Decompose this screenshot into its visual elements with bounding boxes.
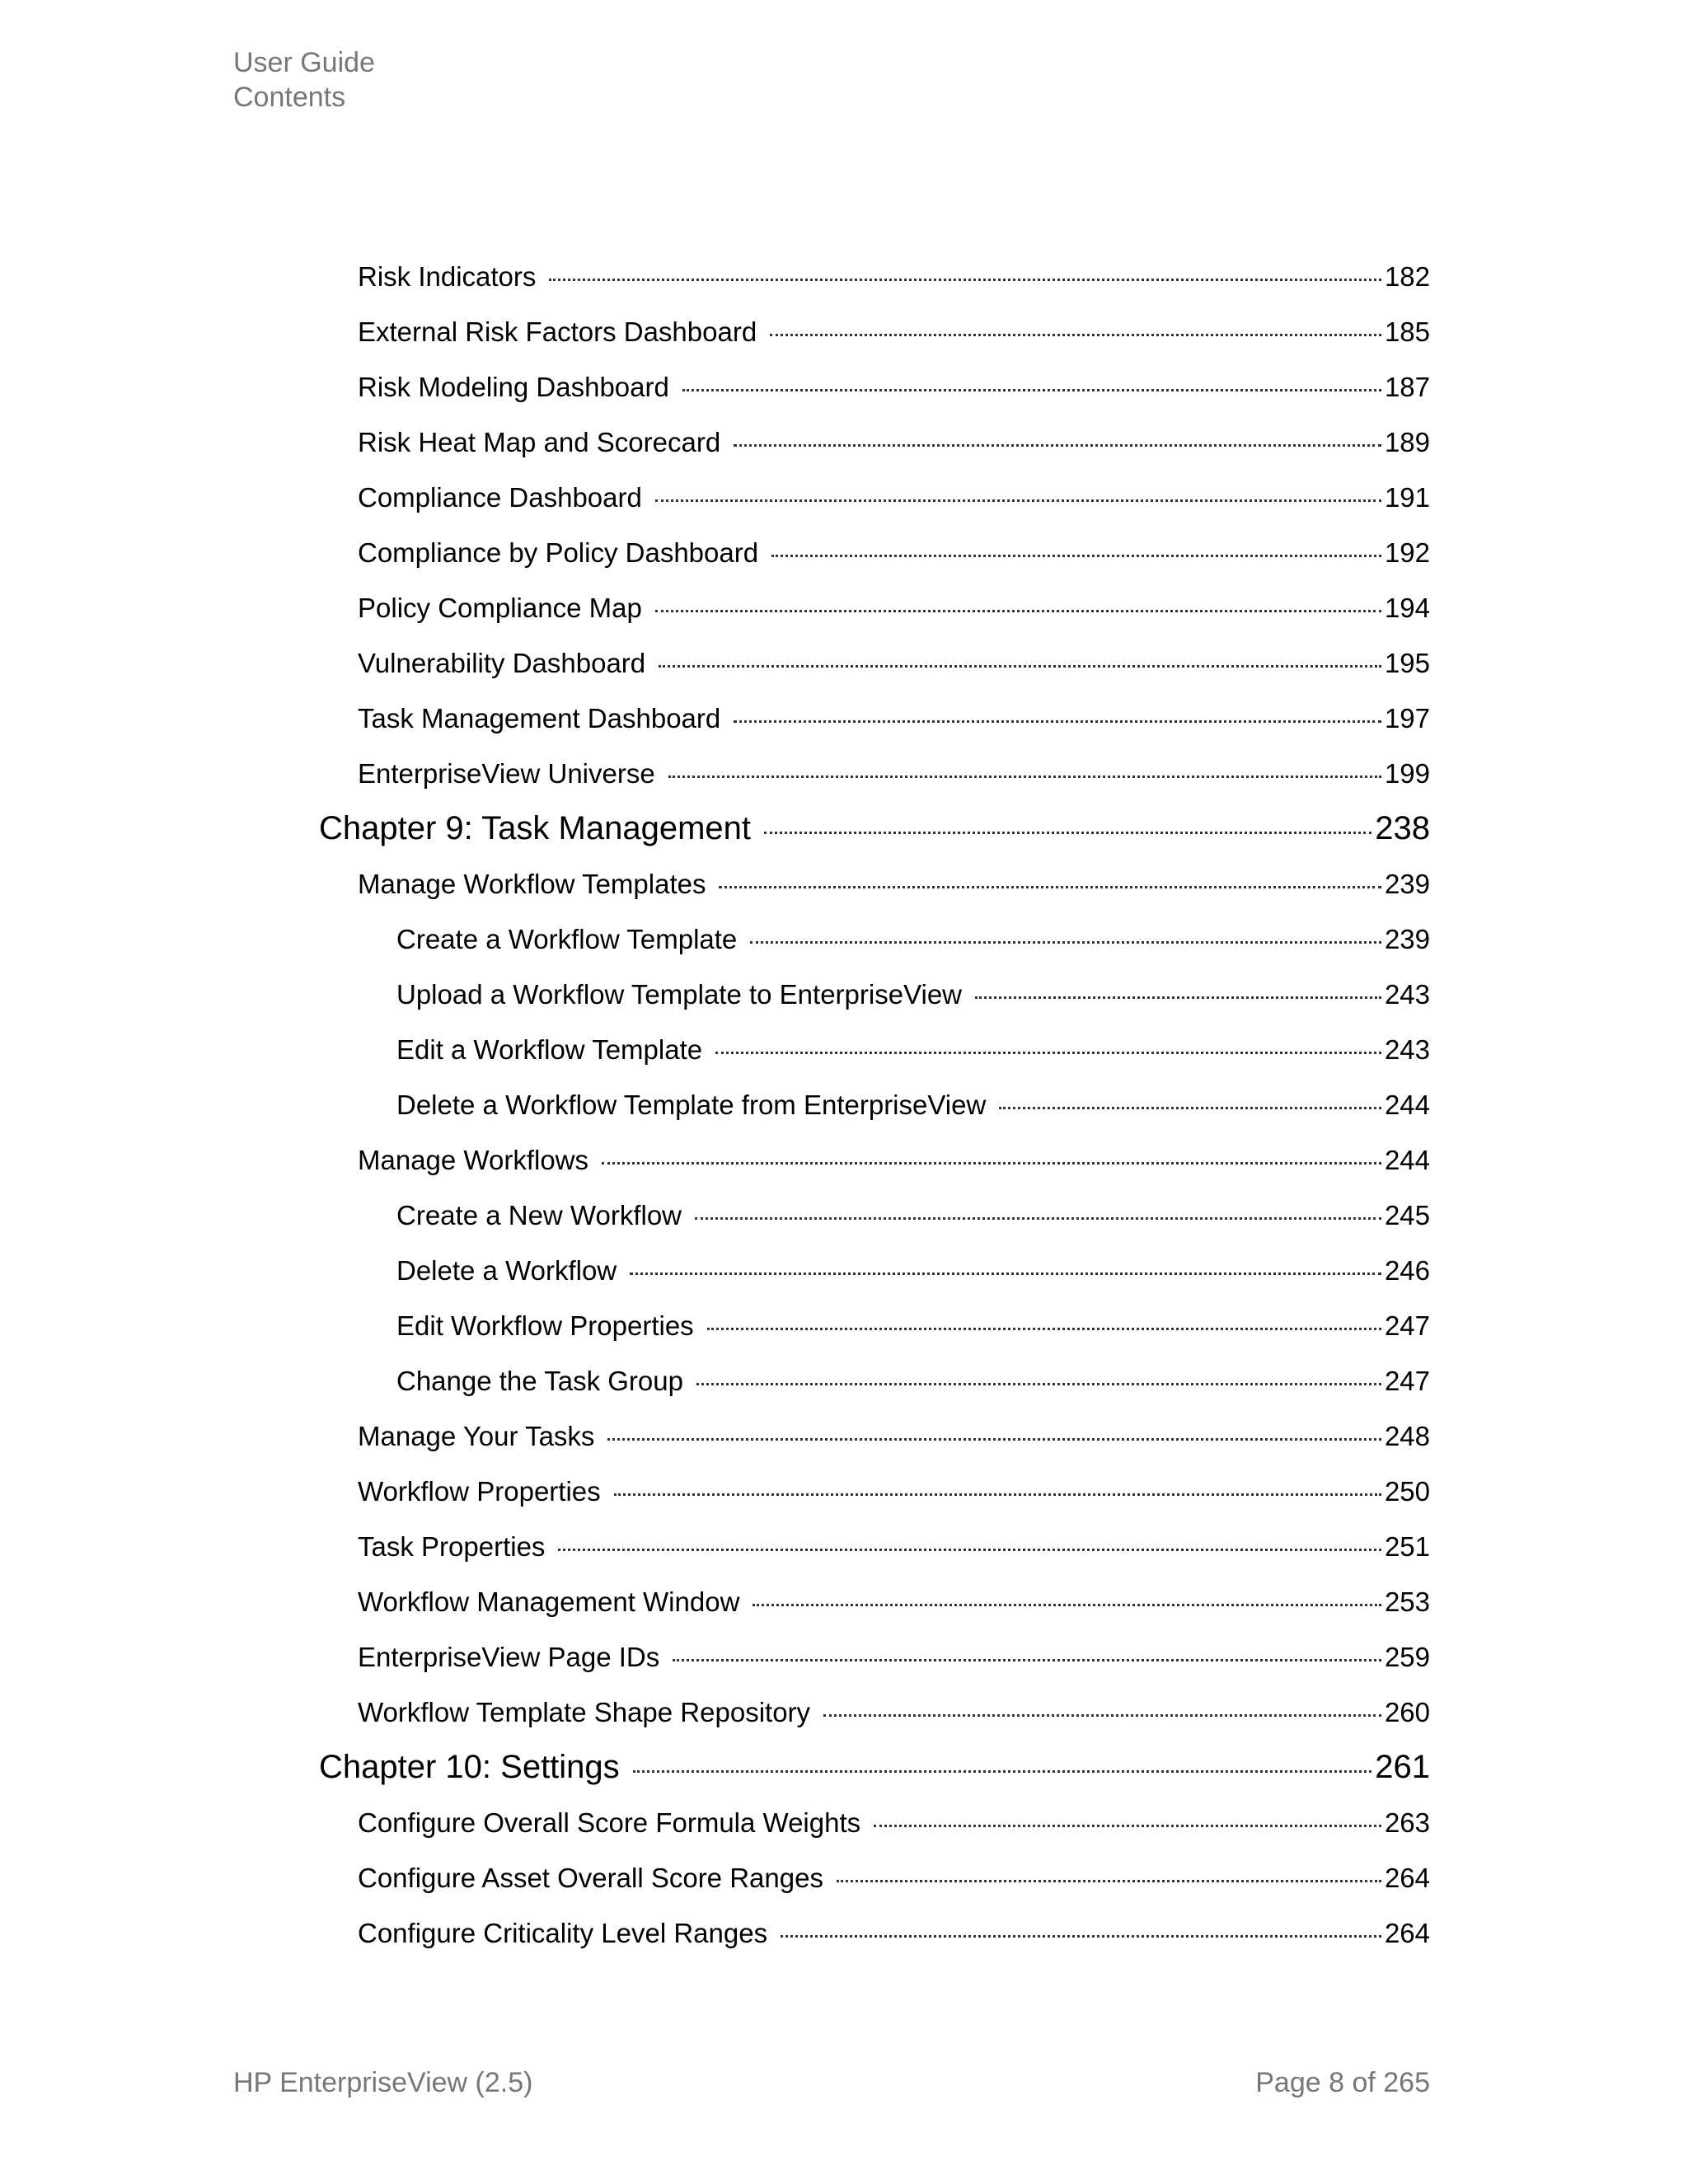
dot-leader [837,1880,1381,1882]
toc-entry-title: Configure Criticality Level Ranges [358,1918,768,1948]
dot-leader [823,1714,1381,1717]
toc-entry-page-number: 264 [1384,1863,1430,1893]
toc-entry-title: Manage Workflows [358,1145,589,1175]
toc-entry-title: Chapter 10: Settings [319,1749,620,1785]
toc-entry-title: Delete a Workflow Template from EnterpriseView [396,1090,987,1120]
toc-entry[interactable] [358,593,1430,624]
toc-entry-page-number: 185 [1384,316,1430,347]
dot-leader [614,1493,1381,1496]
toc-entry[interactable] [396,1310,1430,1342]
footer-page-number: Page 8 of 265 [1255,2067,1430,2098]
toc-entry-title: External Risk Factors Dashboard [358,316,757,347]
toc-entry[interactable] [358,869,1430,900]
toc-entry-page-number: 243 [1384,1034,1430,1065]
toc-entry-page-number: 191 [1384,482,1430,513]
toc-entry[interactable] [396,1200,1430,1231]
dot-leader [771,555,1381,557]
dot-leader [753,1604,1381,1606]
toc-entry-page-number: 250 [1384,1476,1430,1507]
toc-entry-title: Change the Task Group [396,1366,683,1396]
toc-entry-title: Edit a Workflow Template [396,1034,703,1065]
dot-leader [707,1328,1381,1330]
dot-leader [673,1659,1381,1661]
header-document-title: User Guide [233,47,375,78]
dot-leader [999,1107,1381,1109]
dot-leader [715,1052,1381,1054]
toc-entry-page-number: 244 [1384,1090,1430,1120]
dot-leader [682,389,1381,391]
toc-entry[interactable] [358,261,1430,293]
toc-entry-title: Risk Heat Map and Scorecard [358,427,721,457]
toc-entry-title: Configure Asset Overall Score Ranges [358,1863,823,1893]
toc-entry-page-number: 261 [1375,1749,1430,1785]
dot-leader [975,996,1381,999]
dot-leader [630,1272,1381,1275]
toc-entry-page-number: 182 [1384,261,1430,292]
toc-entry-page-number: 195 [1384,648,1430,678]
toc-entry[interactable] [396,1366,1430,1397]
toc-entry-title: Create a New Workflow [396,1200,682,1230]
toc-entry[interactable] [358,1586,1430,1618]
toc-entry-page-number: 239 [1384,869,1430,899]
toc-entry[interactable] [396,1090,1430,1121]
toc-entry-page-number: 247 [1384,1310,1430,1341]
dot-leader [655,499,1381,502]
dot-leader [695,1217,1381,1220]
dot-leader [719,886,1381,888]
toc-entry-title: Compliance by Policy Dashboard [358,537,759,568]
toc-entry-title: Upload a Workflow Template to EnterpriseView [396,979,963,1010]
toc-entry-title: Task Management Dashboard [358,703,721,733]
toc-entry[interactable] [358,648,1430,679]
toc-entry[interactable] [358,427,1430,458]
toc-entry-title: Workflow Properties [358,1476,601,1507]
toc-entry[interactable] [358,1697,1430,1728]
toc-entry-page-number: 259 [1384,1642,1430,1672]
dot-leader [734,720,1381,723]
toc-entry-title: Task Properties [358,1531,546,1562]
toc-entry-title: Chapter 9: Task Management [319,810,752,846]
toc-entry[interactable] [358,1145,1430,1176]
footer-product-name: HP EnterpriseView (2.5) [233,2067,533,2098]
dot-leader [696,1383,1381,1385]
toc-entry-page-number: 245 [1384,1200,1430,1230]
dot-leader [764,832,1372,834]
toc-entry-page-number: 247 [1384,1366,1430,1396]
dot-leader [734,444,1381,447]
dot-leader [750,941,1381,944]
toc-entry-page-number: 194 [1384,593,1430,623]
toc-entry-title: EnterpriseView Page IDs [358,1642,660,1672]
dot-leader [668,776,1381,778]
dot-leader [549,279,1381,281]
toc-entry[interactable] [358,1421,1430,1452]
toc-entry-page-number: 238 [1375,810,1430,846]
toc-entry-page-number: 189 [1384,427,1430,457]
toc-entry-page-number: 251 [1384,1531,1430,1562]
toc-entry-page-number: 187 [1384,372,1430,402]
toc-entry[interactable] [396,979,1430,1010]
dot-leader [781,1935,1381,1938]
toc-entry-page-number: 246 [1384,1255,1430,1286]
toc-entry-page-number: 260 [1384,1697,1430,1727]
toc-entry[interactable] [358,482,1430,513]
toc-entry[interactable] [358,1918,1430,1949]
dot-leader [633,1770,1372,1773]
toc-entry[interactable] [358,703,1430,734]
toc-entry-title: Risk Modeling Dashboard [358,372,669,402]
toc-entry-title: EnterpriseView Universe [358,758,655,789]
toc-entry[interactable] [358,372,1430,403]
toc-entry-title: Risk Indicators [358,261,537,292]
toc-entry-title: Configure Overall Score Formula Weights [358,1807,861,1838]
toc-entry-page-number: 239 [1384,924,1430,954]
dot-leader [607,1438,1381,1441]
dot-leader [602,1162,1381,1165]
toc-entry-title: Vulnerability Dashboard [358,648,646,678]
toc-entry-title: Workflow Management Window [358,1586,740,1617]
toc-entry[interactable] [396,1034,1430,1066]
toc-entry-page-number: 264 [1384,1918,1430,1948]
toc-entry[interactable] [358,1476,1430,1507]
dot-leader [659,665,1381,668]
toc-entry-page-number: 248 [1384,1421,1430,1451]
toc-entry-page-number: 243 [1384,979,1430,1010]
dot-leader [655,610,1381,612]
header-section-title: Contents [233,82,346,113]
toc-entry-title: Manage Your Tasks [358,1421,595,1451]
toc-entry-title: Compliance Dashboard [358,482,642,513]
toc-entry[interactable] [358,758,1430,790]
dot-leader [558,1549,1381,1551]
toc-entry[interactable] [396,924,1430,955]
toc-chapter-entry[interactable] [319,1749,1430,1786]
toc-entry[interactable] [358,1642,1430,1673]
toc-entry-page-number: 253 [1384,1586,1430,1617]
toc-entry[interactable] [358,537,1430,569]
toc-entry-title: Delete a Workflow [396,1255,617,1286]
toc-entry[interactable] [358,1531,1430,1563]
dot-leader [770,334,1381,336]
toc-entry[interactable] [358,1807,1430,1839]
toc-entry-title: Workflow Template Shape Repository [358,1697,811,1727]
toc-entry-page-number: 192 [1384,537,1430,568]
toc-entry[interactable] [358,1863,1430,1894]
toc-entry-page-number: 197 [1384,703,1430,733]
toc-entry-page-number: 263 [1384,1807,1430,1838]
toc-entry-page-number: 199 [1384,758,1430,789]
toc-entry[interactable] [358,316,1430,348]
toc-entry-title: Create a Workflow Template [396,924,738,954]
dot-leader [874,1825,1381,1827]
page-footer [233,2067,1430,2099]
toc-entry-title: Policy Compliance Map [358,593,642,623]
toc-chapter-entry[interactable] [319,810,1430,847]
toc-entry-title: Manage Workflow Templates [358,869,706,899]
toc-entry[interactable] [396,1255,1430,1286]
toc-entry-page-number: 244 [1384,1145,1430,1175]
toc-entry-title: Edit Workflow Properties [396,1310,694,1341]
